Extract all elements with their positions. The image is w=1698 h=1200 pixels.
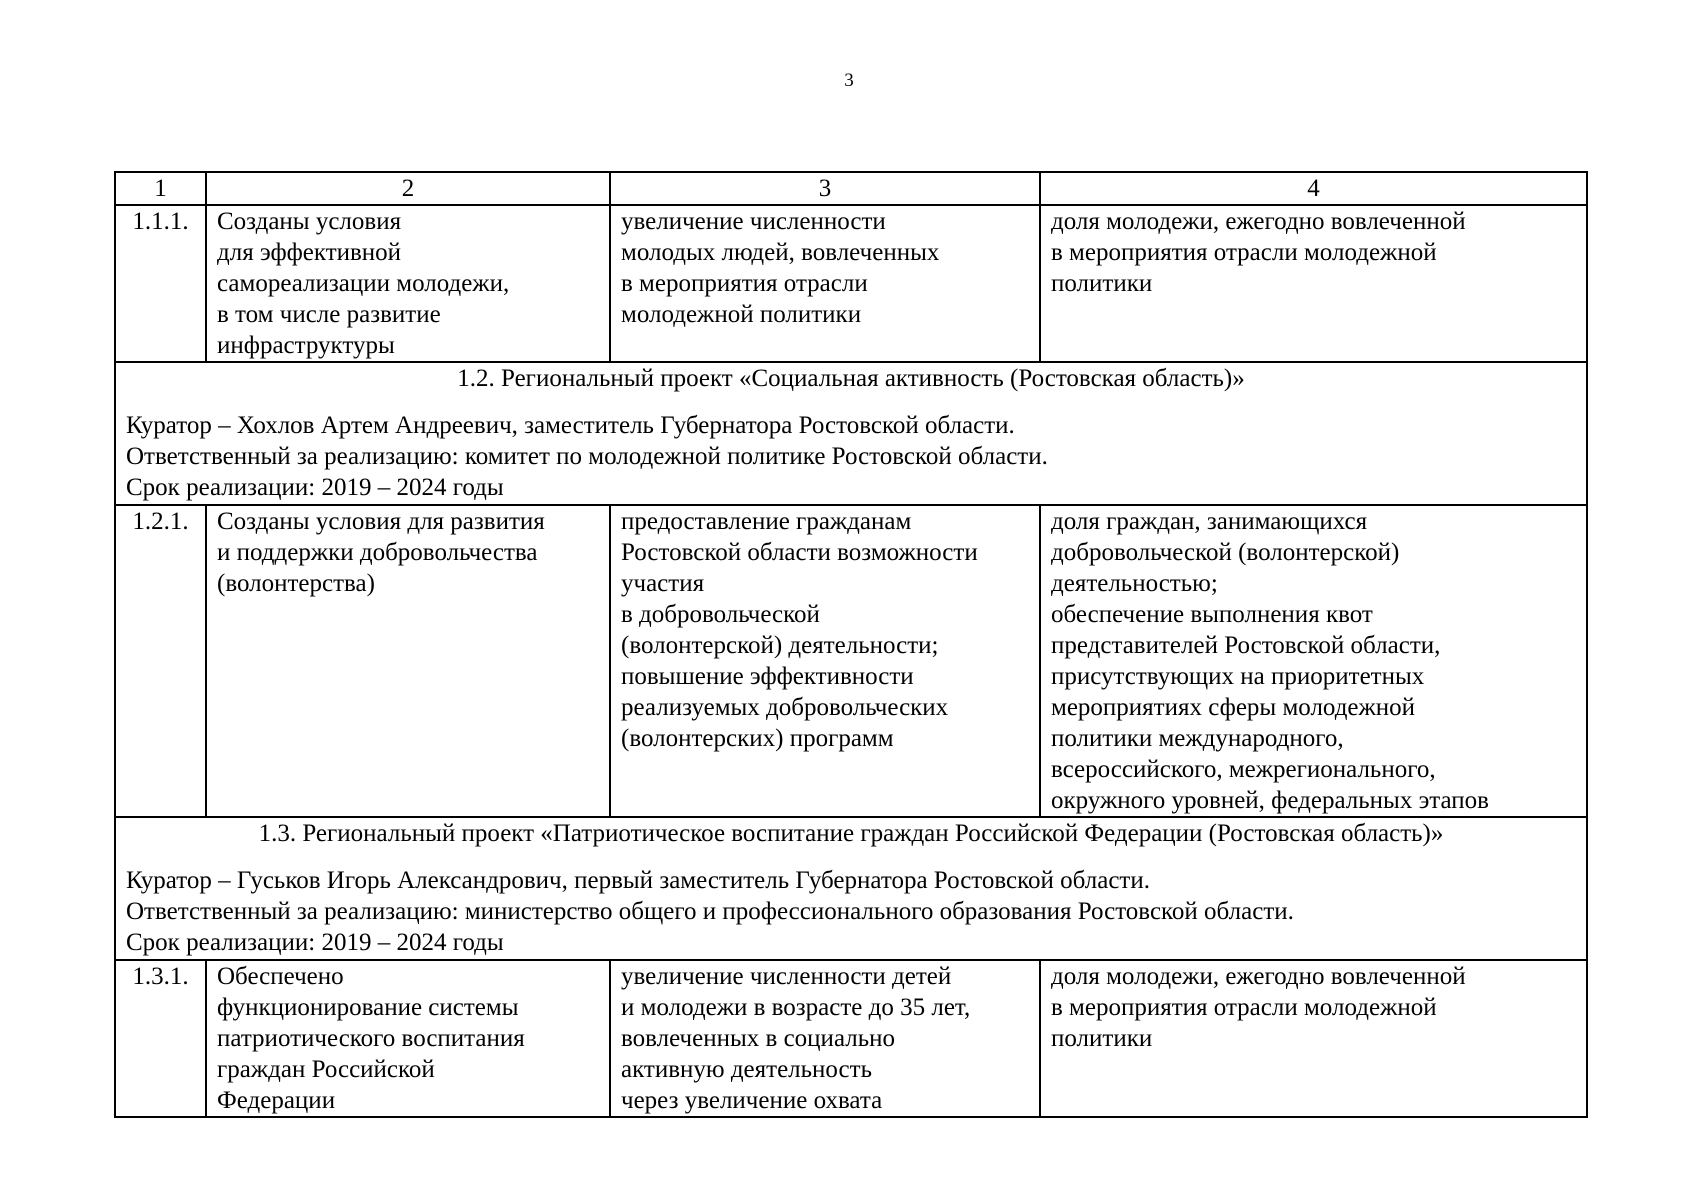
header-col-3: 3 — [610, 172, 1040, 205]
row-number: 1.2.1. — [115, 505, 206, 817]
table-header-row — [115, 172, 1587, 205]
section-responsible: Ответственный за реализацию: комитет по молодежной политике Ростовской области. — [126, 443, 1048, 470]
section-row — [115, 817, 1587, 960]
indicator-cell: доля молодежи, ежегодно вовлеченной в мероприятия отрасли молодежной политики — [1040, 960, 1587, 1117]
header-col-4: 4 — [1040, 172, 1587, 205]
row-number: 1.1.1. — [115, 205, 206, 362]
page-number: 3 — [844, 70, 854, 91]
indicator-cell: доля граждан, занимающихся добровольческой (волонтерской) деятельностью; обеспечение выполнения квот представителей Ростовской области, присутствующих на приоритетных мероприятиях сферы молодежной политики международного, всероссийского, межрегионального, окружного уровней, федеральных этапов — [1040, 505, 1587, 817]
section-1-3 — [115, 817, 1587, 960]
result-cell: Созданы условия для развития и поддержки добровольчества (волонтерства) — [206, 505, 610, 817]
result-cell: Созданы условия для эффективной самореализации молодежи, в том числе развитие инфраструктуры — [206, 205, 610, 362]
effect-cell: предоставление гражданам Ростовской области возможности участия в добровольческой (волонтерской) деятельности; повышение эффективности реализуемых добровольческих (волонтерских) программ — [610, 505, 1040, 817]
result-cell: Обеспечено функционирование системы патриотического воспитания граждан Российской Федерации — [206, 960, 610, 1117]
section-row — [115, 362, 1587, 505]
indicator-cell: доля молодежи, ежегодно вовлеченной в мероприятия отрасли молодежной политики — [1040, 205, 1587, 362]
results-table — [114, 171, 1588, 1118]
table-row — [115, 205, 1587, 362]
section-responsible: Ответственный за реализацию: министерство общего и профессионального образования Ростовской области. — [126, 898, 1294, 925]
effect-cell: увеличение численности детей и молодежи в возрасте до 35 лет, вовлеченных в социально активную деятельность через увеличение охвата — [610, 960, 1040, 1117]
section-title: 1.3. Региональный проект «Патриотическое воспитание граждан Российской Федерации (Ростовская область)» — [258, 820, 1444, 847]
section-1-2 — [115, 362, 1587, 505]
section-curator: Куратор – Хохлов Артем Андреевич, заместитель Губернатора Ростовской области. — [126, 412, 1015, 439]
section-curator: Куратор – Гуськов Игорь Александрович, первый заместитель Губернатора Ростовской области. — [126, 867, 1150, 894]
section-title: 1.2. Региональный проект «Социальная активность (Ростовская область)» — [457, 365, 1245, 392]
section-term: Срок реализации: 2019 – 2024 годы — [126, 929, 504, 956]
table-row — [115, 960, 1587, 1117]
row-number: 1.3.1. — [115, 960, 206, 1117]
header-col-2: 2 — [206, 172, 610, 205]
section-term: Срок реализации: 2019 – 2024 годы — [126, 474, 504, 501]
effect-cell: увеличение численности молодых людей, вовлеченных в мероприятия отрасли молодежной политики — [610, 205, 1040, 362]
table-row — [115, 505, 1587, 817]
header-col-1: 1 — [115, 172, 206, 205]
